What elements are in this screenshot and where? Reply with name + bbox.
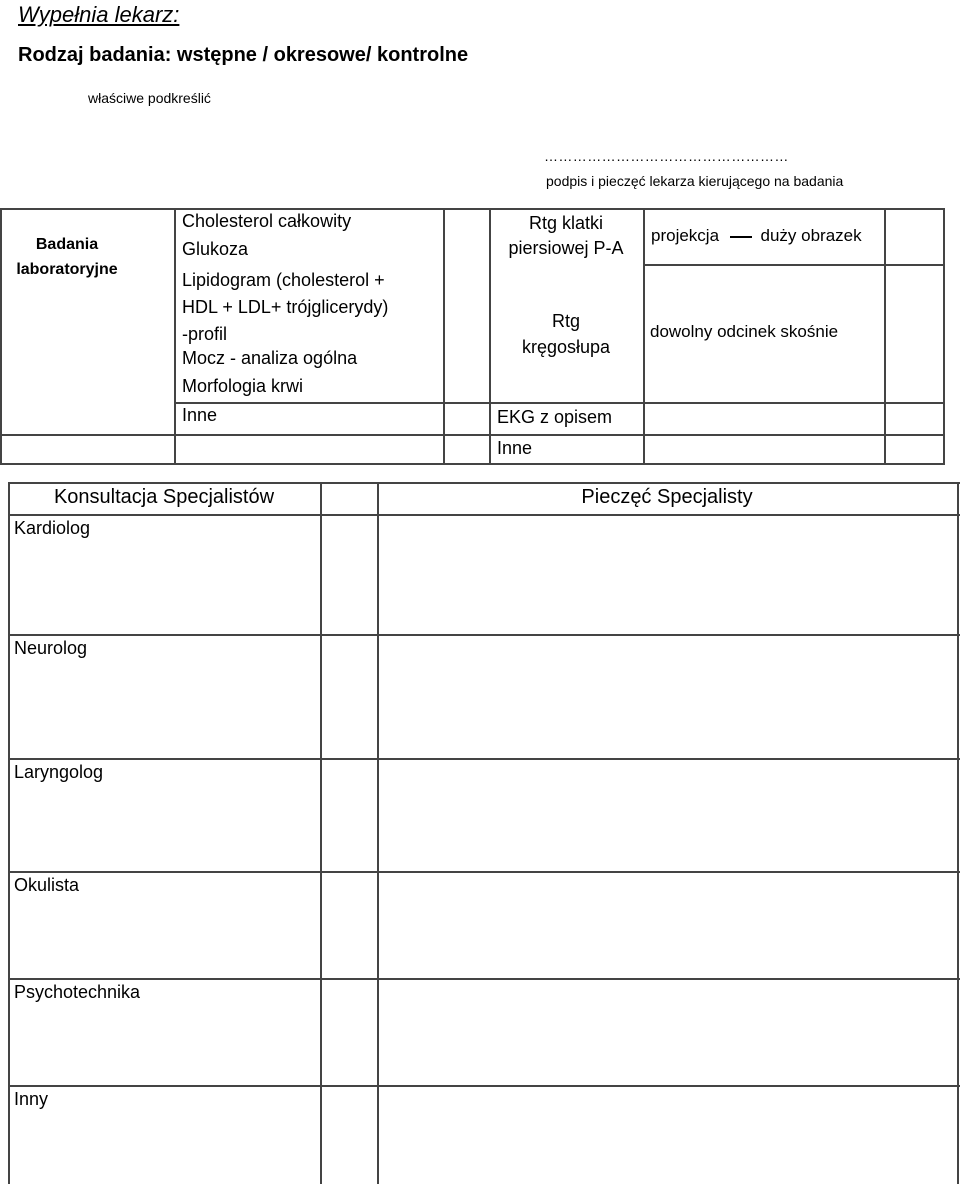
test-urine: Mocz - analiza ogólna [182, 348, 358, 368]
consult-table-line [8, 482, 960, 484]
test-glucose: Glukoza [182, 239, 249, 259]
test-other: Inne [182, 405, 218, 425]
lab-table-line [643, 208, 645, 465]
lab-table-line [0, 208, 945, 210]
exam-type-title: Rodzaj badania: wstępne / okresowe/ kontrolne [18, 44, 469, 66]
test-lipidogram-line: HDL + LDL+ trójglicerydy) [182, 297, 389, 317]
consult-row-psychotechnika: Psychotechnika [14, 982, 141, 1002]
underline-note: właściwe podkreślić [88, 90, 211, 106]
lab-table-line [943, 208, 945, 465]
consult-header-right: Pieczęć Specjalisty [581, 486, 753, 508]
consult-table-line [8, 1085, 960, 1087]
lab-table-line [443, 208, 445, 465]
imaging-ekg: EKG z opisem [497, 407, 613, 427]
lab-table-line [643, 264, 945, 266]
imaging-spine-line: Rtg [551, 311, 580, 331]
note-projection-b: duży obrazek [760, 226, 862, 245]
consult-header-left: Konsultacja Specjalistów [53, 486, 275, 508]
lab-section-label [2, 232, 132, 282]
filled-by-label: Wypełnia lekarz: [18, 2, 180, 27]
test-lipidogram-line: -profil [182, 324, 228, 344]
lab-table-line [0, 463, 945, 465]
test-cholesterol: Cholesterol całkowity [182, 211, 352, 231]
imaging-spine-line: kręgosłupa [521, 337, 611, 357]
consult-row-kardiolog: Kardiolog [14, 518, 91, 538]
consult-table-line [8, 482, 10, 1184]
consult-table-line [320, 482, 322, 1184]
lab-table-line [174, 208, 176, 465]
consult-row-okulista: Okulista [14, 875, 80, 895]
consult-row-neurolog: Neurolog [14, 638, 88, 658]
test-lipidogram [182, 267, 388, 348]
imaging-other: Inne [497, 438, 533, 458]
test-morphology: Morfologia krwi [182, 376, 304, 396]
consult-table-line [8, 978, 960, 980]
lab-table-line [174, 402, 945, 404]
lab-section-label-line: Badania [35, 236, 99, 253]
lab-table-line [0, 434, 945, 436]
consult-row-inny: Inny [14, 1089, 49, 1109]
lab-section-label-line: laboratoryjne [16, 261, 118, 278]
note-projection [651, 226, 862, 246]
signature-caption: podpis i pieczęć lekarza kierującego na badania [546, 173, 844, 189]
signature-dots: …………………………………………… [544, 148, 789, 164]
consult-table-line [8, 514, 960, 516]
consult-table-line [8, 758, 960, 760]
lab-table-line [884, 208, 886, 465]
consult-row-laryngolog: Laryngolog [14, 762, 104, 782]
test-lipidogram-line: Lipidogram (cholesterol + [182, 270, 385, 290]
dash-icon [730, 236, 752, 238]
note-section: dowolny odcinek skośnie [650, 322, 839, 341]
imaging-chest-line: Rtg klatki [528, 213, 604, 233]
note-projection-a: projekcja [651, 226, 720, 245]
imaging-chest-line: piersiowej P-A [508, 238, 624, 258]
consult-table-line [377, 482, 379, 1184]
imaging-chest [490, 211, 642, 261]
consult-table-line [957, 482, 959, 1184]
consult-table-line [8, 634, 960, 636]
consult-table-line [8, 871, 960, 873]
imaging-spine [490, 308, 642, 360]
